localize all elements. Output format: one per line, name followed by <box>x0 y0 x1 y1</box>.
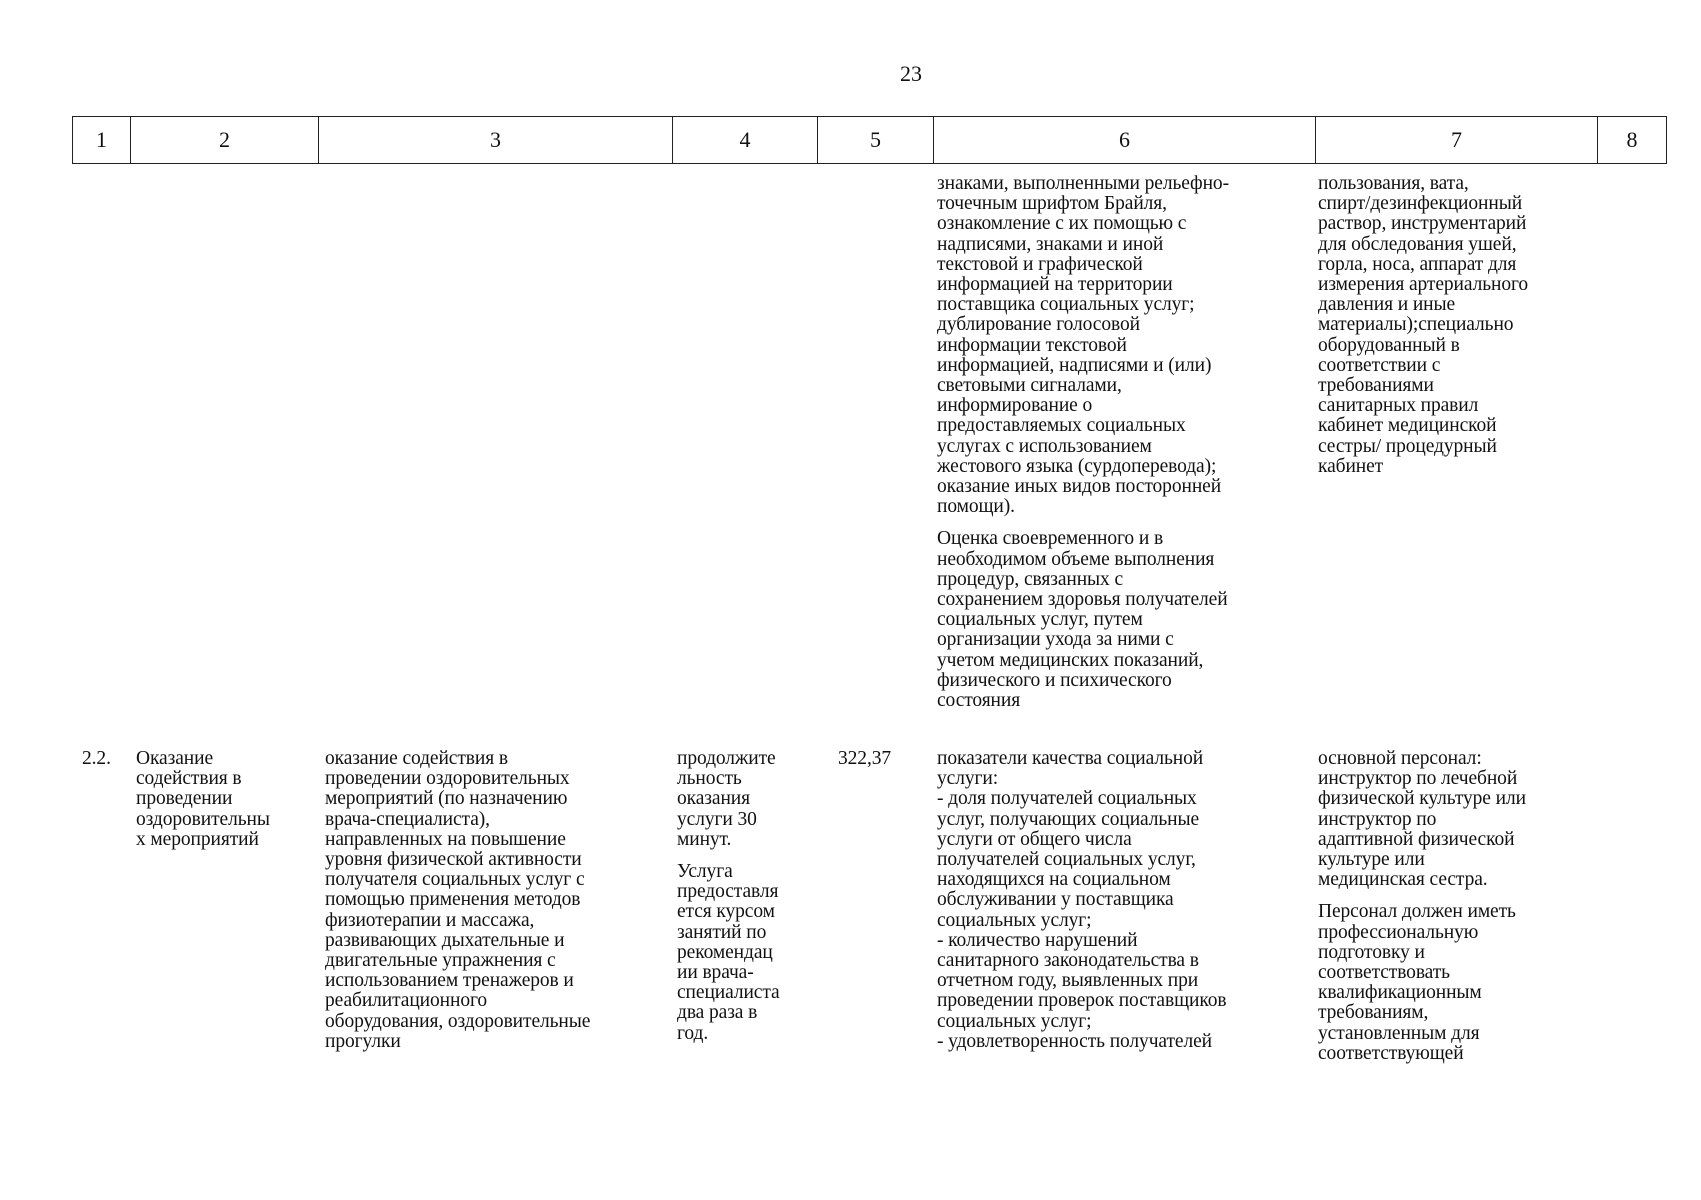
column-header-2: 2 <box>131 117 319 164</box>
page-number: 23 <box>900 61 922 86</box>
column-header-table <box>72 116 1667 164</box>
row-2-2-description: оказание содействия в проведении оздоровительных мероприятий (по назначению врача-специалиста), направленных на повышение уровня физической активности получателя социальных услуг с помощью применения методов физиотерапии и массажа, развивающих дыхательные и двигательные упражнения с использованием тренажеров и реабилитационного оборудования, оздоровительные прогулки <box>325 748 591 1052</box>
continuation-col6-part2: Оценка своевременного и в необходимом объеме выполнения процедур, связанных с сохранением здоровья получателей социальных услуг, путем организации ухода за ними с учетом медицинских показаний, физического и психического состояния <box>937 528 1228 712</box>
column-header-1: 1 <box>73 117 131 164</box>
row-2-2-duration <box>677 749 817 1044</box>
column-header-row <box>73 117 1667 164</box>
row-2-2-staff <box>1318 749 1658 1064</box>
row-2-2-quality-indicators: показатели качества социальной услуги: - доля получателей социальных услуг, получающих социальные услуги от общего числа получателей социальных услуг, находящихся на социальном обслуживании у поставщика социальных услуг; - количество нарушений санитарного законодательства в отчетном году, выявленных при проведении проверок поставщиков социальных услуг; - удовлетворенность получателей <box>937 748 1227 1052</box>
column-header-5: 5 <box>818 117 934 164</box>
row-2-2-duration-part1: продолжите льность оказания услуги 30 минут. <box>677 748 776 850</box>
row-2-2-staff-part2: Персонал должен иметь профессиональную подготовку и соответствовать квалификационным требованиям, установленным для соответствующей <box>1318 901 1516 1064</box>
column-header-7: 7 <box>1316 117 1598 164</box>
row-2-2-service-name: Оказание содействия в проведении оздоровительны х мероприятий <box>136 748 270 850</box>
row-2-2-staff-part1: основной персонал: инструктор по лечебной физической культуре или инструктор по адаптивной физической культуре или медицинская сестра. <box>1318 748 1526 891</box>
row-2-2-duration-part2: Услуга предоставля ется курсом занятий по рекомендац ии врача- специалиста два раза в год. <box>677 861 780 1044</box>
row-2-2-price: 322,37 <box>838 748 892 769</box>
continuation-col6 <box>937 174 1317 711</box>
column-header-8: 8 <box>1598 117 1667 164</box>
row-2-2-number: 2.2. <box>82 748 111 769</box>
column-header-6: 6 <box>934 117 1316 164</box>
continuation-col7: пользования, вата, спирт/дезинфекционный раствор, инструментарий для обследования ушей, горла, носа, аппарат для измерения артериального давления и иные материалы);специально оборудованный в соответствии с требованиями санитарных правил кабинет медицинской сестры/ процедурный кабинет <box>1318 173 1529 477</box>
column-header-3: 3 <box>319 117 673 164</box>
continuation-col6-part1: знаками, выполненными рельефно- точечным шрифтом Брайля, ознакомление с их помощью с надписями, знаками и иной текстовой и графической информацией на территории поставщика социальных услуг; дублирование голосовой информации текстовой информацией, надписями и (или) световыми сигналами, информирование о предоставляемых социальных услугах с использованием жестового языка (сурдоперевода); оказание иных видов посторонней помощи). <box>937 173 1229 518</box>
column-header-4: 4 <box>673 117 818 164</box>
